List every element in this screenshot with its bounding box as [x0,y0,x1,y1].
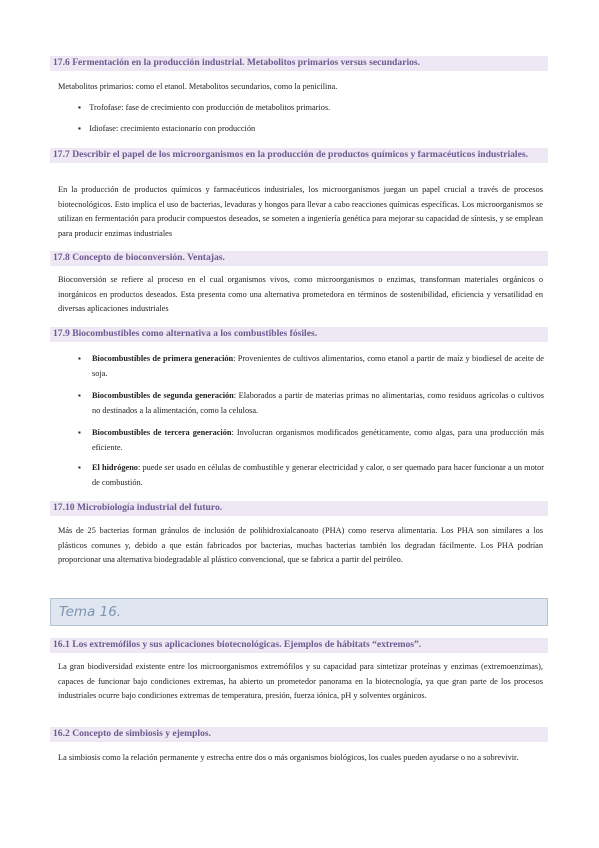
bullet-icon: ▪ [78,463,81,472]
bullet-icon: ▪ [78,428,81,437]
section-heading-17-6: 17.6 Fermentación en la producción industrial. Metabolitos primarios versus secundarios. [50,56,548,71]
bullet-icon: ▪ [78,354,81,363]
section-heading-16-2: 16.2 Concepto de simbiosis y ejemplos. [50,727,548,742]
list-item-separator: : [233,354,238,363]
list-item-text: Trofofase: fase de crecimiento con producción de metabolitos primarios. [89,103,331,112]
section-heading-16-1: 16.1 Los extremófilos y sus aplicaciones biotecnológicas. Ejemplos de hábitats “extremos”. [50,638,548,653]
chapter-title: Tema 16. [50,598,548,626]
list-item-separator: : [231,428,237,437]
bullet-icon: ▪ [78,124,81,133]
section-17-7-body: En la producción de productos químicos y farmacéuticos industriales, los microorganismos juegan un papel crucial a través de procesos biotecnológicos. Esto implica el uso de bacterias, levaduras y hongos para llevar a cabo reacciones químicas específicas. Los microorganismos se utilizan en fermentación para producir compuestos deseados, se someten a ingeniería genética para mejorar su capacidad de síntesis, y se emplean para producir enzimas industriales [58,185,543,238]
list-item [78,389,544,418]
list-item-text: Elaborados a partir de materias primas no alimentarias, como residuos agrícolas o cultivos no destinados a la alimentación, como la celulosa. [92,391,545,415]
list-item-term: Biocombustibles de tercera generación [92,428,232,437]
section-17-6-intro: Metabolitos primarios: como el etanol. Metabolitos secundarios, como la penicilina. [58,82,338,91]
list-item-term: Biocombustibles de segunda generación [92,391,234,400]
list-item-text: Provenientes de cultivos alimentarios, como etanol a partir de maíz y biodiesel de aceite de soja. [92,354,544,378]
list-item-text: puede ser usado en células de combustible y generar electricidad y calor, o ser quemado para hacer funcionar a un motor de combustión. [92,463,544,487]
bullet-icon: ▪ [78,103,81,112]
section-heading-17-8: 17.8 Concepto de bioconversión. Ventajas. [50,251,548,266]
section-heading-17-10: 17.10 Microbiología industrial del futuro. [50,501,548,516]
list-item-term: El hidrógeno [92,463,138,472]
bullet-icon: ▪ [78,391,81,400]
section-17-10-body: Más de 25 bacterias forman gránulos de inclusión de polihidroxialcanoato (PHA) como reserva alimentaria. Los PHA son similares a los plásticos comunes y, debido a que están fabricados por bacterias, muchas bacterias también los degradan fácilmente. Los PHA podrían proporcionar una alternativa biodegradable al plástico convencional, que se fabrica a partir del petróleo. [58,526,543,565]
list-item [78,122,255,136]
list-item [78,352,544,381]
section-heading-17-7: 17.7 Describir el papel de los microorganismos en la producción de productos químicos y farmacéuticos industriales. [50,148,548,163]
list-item [78,101,330,115]
list-item-text: Idiofase: crecimiento estacionario con producción [89,124,256,133]
list-item-term: Biocombustibles de primera generación [92,354,234,363]
list-item-text: Involucran organismos modificados genéticamente, como algas, para una producción más eficiente. [92,428,544,452]
section-16-2-body: La simbiosis como la relación permanente y estrecha entre dos o más organismos biológicos, los cuales pueden ayudarse o no a sobrevivir. [58,753,519,762]
list-item-separator: : [233,391,239,400]
list-item [78,461,544,490]
section-heading-17-9: 17.9 Biocombustibles como alternativa a los combustibles fósiles. [50,327,548,342]
section-16-1-body: La gran biodiversidad existente entre los microorganismos extremófilos y su capacidad para sintetizar proteínas y enzimas (extremoenzimas), capaces de funcionar bajo condiciones extremas, ha abierto un prometedor panorama en la biotecnología, ya que gran parte de los procesos industriales ocurre bajo condiciones extremas de temperatura, presión, fuerza iónica, pH y solventes orgánicos. [58,662,543,701]
section-17-8-body: Bioconversión se refiere al proceso en el cual organismos vivos, como microorganismos o enzimas, transforman materiales orgánicos o inorgánicos en productos deseados. Esta presenta como una alternativa prometedora en términos de sostenibilidad, eficiencia y versatilidad en diversas aplicaciones industriales [58,275,543,314]
list-item-separator: : [137,463,143,472]
list-item [78,426,544,455]
